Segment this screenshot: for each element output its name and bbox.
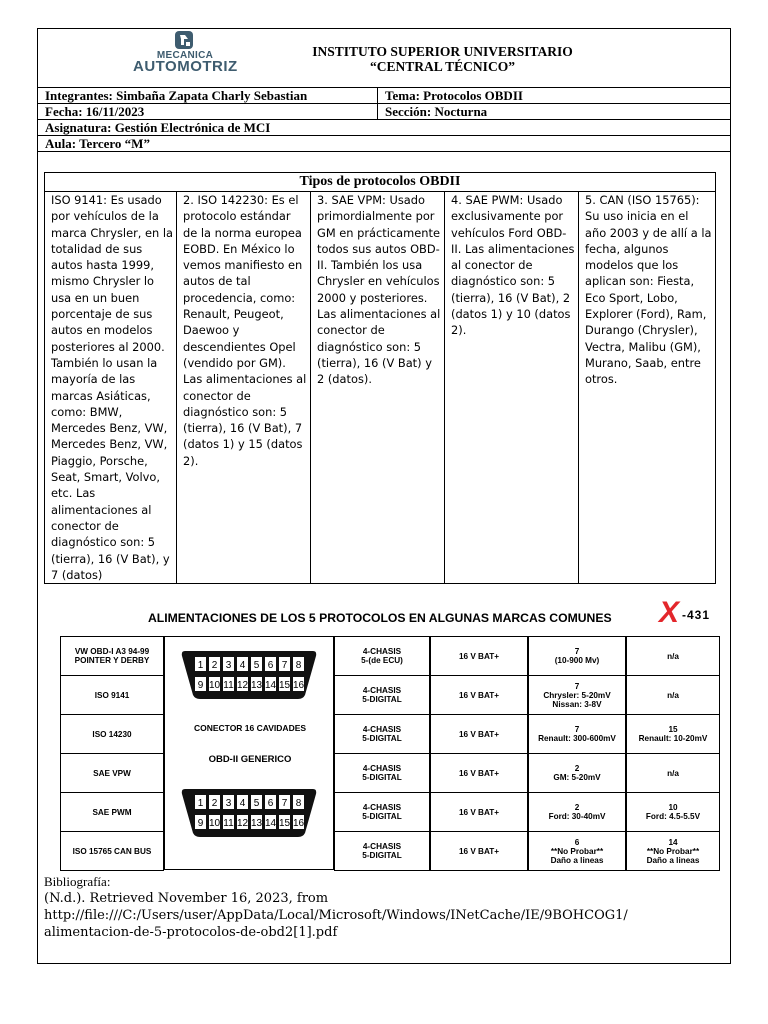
cell-line: 2 — [574, 803, 580, 812]
cell-line: 5-DIGITAL — [362, 851, 402, 860]
cell-line: SAE PWM — [92, 807, 132, 817]
logo-text-bottom: AUTOMOTRIZ — [133, 58, 238, 75]
bibliography-label: Bibliografía: — [44, 874, 111, 889]
logo-text-top: MECANICA — [156, 50, 214, 61]
cell-line: 5-DIGITAL — [362, 812, 402, 821]
connector-pin-number: 15 — [278, 680, 291, 691]
bibliography — [44, 874, 628, 941]
classroom-cell: Aula: Tercero “M” — [38, 136, 731, 152]
date-cell: Fecha: 16/11/2023 — [38, 104, 378, 120]
chassis-pin-cell — [334, 792, 430, 832]
bibliography-line-2: http://file:///C:/Users/user/AppData/Local/Microsoft/Windows/INetCache/IE/9BOHCOG1/ — [44, 908, 628, 923]
protocol-text: ISO 9141: Es usado por vehículos de la marca Chrysler, en la totalidad de sus autos hasta 1999, mismo Chrysler lo usa en un buen porcentaje de sus autos en modelos posteriores al 2000. También lo usan la mayoría de las marcas Asiáticas, como: BMW, Mercedes Benz, VW, Mercedes Benz, VW, Piaggio, Porsche, Seat, Smart, Volvo, etc. Las alimentaciones al conector de diagnóstico son: 5 (tierra), 16 (V Bat), y 7 (datos) — [51, 193, 173, 582]
connector-pin-number: 4 — [239, 660, 246, 671]
institution-logo — [133, 28, 237, 76]
obd-connector-bottom — [179, 785, 319, 839]
connector-pin-number: 14 — [264, 818, 277, 829]
cell-line: VW OBD-I A3 94-99 — [74, 647, 150, 656]
data-pin-1-cell — [528, 831, 626, 871]
cell-line: 7 — [574, 647, 580, 656]
connector-panel — [164, 636, 334, 870]
bibliography-line-1: (N.d.). Retrieved November 16, 2023, from — [44, 891, 329, 906]
cell-line: 16 V BAT+ — [458, 729, 500, 739]
connector-pin-number: 16 — [292, 680, 305, 691]
diagram-grid — [60, 636, 720, 870]
chassis-pin-cell — [334, 714, 430, 754]
connector-pin-number: 2 — [211, 660, 218, 671]
connector-pin-number: 10 — [208, 818, 221, 829]
obd-connector-top — [179, 647, 319, 701]
connector-pin-number: 8 — [295, 660, 302, 671]
cell-line: 15 — [668, 725, 678, 734]
cell-line: n/a — [667, 651, 679, 661]
battery-pin-cell — [430, 831, 528, 871]
data-pin-2-cell — [626, 831, 720, 871]
connector-pin-number: 11 — [223, 680, 234, 691]
cell-line: 5-DIGITAL — [362, 773, 402, 782]
cell-line: Nissan: 3-8V — [552, 699, 602, 709]
protocol-text: 4. SAE PWM: Usado exclusivamente por vehículos Ford OBD-II. Las alimentaciones al conector de diagnóstico son: 5 (tierra), 16 (V Bat), 2 (datos 1) y 10 (datos 2). — [451, 193, 575, 338]
connector-pin-number: 2 — [211, 798, 218, 809]
cell-line: (10-900 Mv) — [554, 656, 600, 665]
cell-line: 16 V BAT+ — [458, 807, 500, 817]
cell-line: **No Probar** — [646, 846, 700, 856]
cell-line: Daño a lineas — [646, 855, 700, 865]
cell-line: 2 — [574, 764, 580, 773]
protocols-table-title: Tipos de protocolos OBDII — [45, 173, 716, 192]
connector-pin-number: 7 — [281, 798, 288, 809]
battery-pin-cell — [430, 753, 528, 793]
cell-line: Renault: 300-600mV — [538, 734, 616, 743]
institute-name: INSTITUTO SUPERIOR UNIVERSITARIO — [312, 44, 573, 59]
cell-line: 6 — [574, 837, 580, 847]
connector-pin-number: 6 — [267, 660, 274, 671]
data-pin-2-cell — [626, 636, 720, 676]
x431-logo-number: -431 — [682, 608, 711, 622]
connector-pin-number: 1 — [197, 798, 204, 809]
chassis-pin-cell — [334, 831, 430, 871]
connector-pin-number: 6 — [267, 798, 274, 809]
connector-pin-number: 4 — [239, 798, 246, 809]
cell-line: 14 — [668, 837, 678, 847]
cell-line: n/a — [667, 690, 679, 700]
connector-pin-number: 13 — [250, 818, 263, 829]
connector-pin-number: 16 — [292, 818, 305, 829]
protocol-text: 3. SAE VPM: Usado primordialmente por GM en prácticamente todos sus autos OBD-II. También los usa Chrysler en vehículos 2000 y posteriores. Las alimentaciones al conector de diagnóstico son: 5 (tierra), 16 (V Bat) y 2 (datos). — [317, 193, 441, 387]
connector-pin-number: 10 — [208, 680, 221, 691]
data-pin-2-cell — [626, 753, 720, 793]
connector-generic-label: OBD-II GENERICO — [208, 754, 292, 765]
cell-line: 5-DIGITAL — [362, 734, 402, 743]
protocol-text: 2. ISO 142230: Es el protocolo estándar de la norma europea EOBD. En México lo vemos manifiesto en autos de tal procedencia, como: Renault, Peugeot, Daewoo y descendientes Opel (vendido por GM). Las alimentaciones al conector de diagnóstico son: 5 (tierra), 16 (V Bat), 7 (datos 1) y 15 (datos 2). — [183, 193, 307, 468]
connector-pin-number: 3 — [225, 660, 232, 671]
bibliography-line-3: alimentacion-de-5-protocolos-de-obd2[1].pdf — [44, 925, 338, 940]
cell-line: 16 V BAT+ — [458, 768, 500, 778]
connector-pin-number: 9 — [197, 680, 204, 691]
data-pin-1-cell — [528, 792, 626, 832]
protocol-name-cell — [60, 753, 164, 793]
protocol-text: 5. CAN (ISO 15765): Su uso inicia en el año 2003 y de allí a la fecha, algunos modelos que los aplican son: Fiesta, Eco Sport, Lobo, Explorer (Ford), Ram, Durango (Chrysler), Vectra, Malibu (GM), Murano, Saab, entre otros. — [585, 193, 712, 387]
wrench-logo-icon — [173, 30, 195, 50]
data-pin-1-cell — [528, 714, 626, 754]
cell-line: **No Probar** — [550, 846, 604, 856]
obd-power-diagram — [58, 598, 720, 870]
topic-cell: Tema: Protocolos OBDII — [378, 88, 731, 104]
protocol-name-cell — [60, 675, 164, 715]
students-cell: Integrantes: Simbaña Zapata Charly Sebastian — [38, 88, 378, 104]
connector-pin-number: 5 — [253, 660, 260, 671]
connector-pin-number: 3 — [225, 798, 232, 809]
cell-line: Chrysler: 5-20mV — [543, 690, 611, 700]
battery-pin-cell — [430, 675, 528, 715]
connector-pin-number: 12 — [236, 680, 249, 691]
x431-logo-x: X — [659, 596, 680, 629]
cell-line: POINTER Y DERBY — [74, 656, 150, 665]
cell-line: 4-CHASIS — [362, 686, 402, 695]
cell-line: 16 V BAT+ — [458, 690, 500, 700]
institute-subname: “CENTRAL TÉCNICO” — [370, 59, 515, 74]
protocol-name-cell — [60, 831, 164, 871]
battery-pin-cell — [430, 714, 528, 754]
cell-line: GM: 5-20mV — [553, 773, 601, 782]
connector-pin-number: 1 — [197, 660, 204, 671]
cell-line: Daño a lineas — [550, 855, 604, 865]
cell-line: 5-(de ECU) — [361, 656, 403, 665]
cell-line: 4-CHASIS — [362, 647, 402, 656]
cell-line: Ford: 30-40mV — [548, 812, 606, 821]
data-pin-2-cell — [626, 714, 720, 754]
cell-line: Ford: 4.5-5.5V — [645, 812, 701, 821]
data-pin-1-cell — [528, 636, 626, 676]
connector-pin-number: 5 — [253, 798, 260, 809]
cell-line: 4-CHASIS — [362, 803, 402, 812]
chassis-pin-cell — [334, 675, 430, 715]
protocol-column-iso14230 — [177, 192, 311, 584]
connector-pin-number: 8 — [295, 798, 302, 809]
battery-pin-cell — [430, 636, 528, 676]
connector-pin-number: 12 — [236, 818, 249, 829]
data-pin-2-cell — [626, 675, 720, 715]
protocol-column-sae-pwm — [445, 192, 579, 584]
connector-label: CONECTOR 16 CAVIDADES — [193, 723, 307, 733]
cell-line: 10 — [668, 803, 678, 812]
data-pin-1-cell — [528, 675, 626, 715]
institute-title — [250, 44, 635, 74]
student-info-table — [37, 87, 731, 152]
protocol-column-sae-vpm — [311, 192, 445, 584]
protocol-name-cell — [60, 714, 164, 754]
cell-line: 4-CHASIS — [362, 764, 402, 773]
cell-line: 16 V BAT+ — [458, 846, 500, 856]
cell-line: ISO 14230 — [92, 729, 132, 739]
protocol-name-cell — [60, 792, 164, 832]
protocol-column-can — [579, 192, 716, 584]
connector-pin-number: 14 — [264, 680, 277, 691]
cell-line: 7 — [574, 725, 580, 734]
cell-line: 16 V BAT+ — [458, 651, 500, 661]
diagram-title: ALIMENTACIONES DE LOS 5 PROTOCOLOS EN ALGUNAS MARCAS COMUNES — [148, 611, 612, 625]
connector-pin-number: 15 — [278, 818, 291, 829]
cell-line: ISO 9141 — [94, 690, 130, 700]
chassis-pin-cell — [334, 636, 430, 676]
cell-line: n/a — [667, 768, 679, 778]
chassis-pin-cell — [334, 753, 430, 793]
cell-line: ISO 15765 CAN BUS — [72, 846, 152, 856]
protocol-name-cell — [60, 636, 164, 676]
cell-line: SAE VPW — [93, 768, 131, 778]
cell-line: Renault: 10-20mV — [638, 734, 708, 743]
data-pin-1-cell — [528, 753, 626, 793]
connector-pin-number: 7 — [281, 660, 288, 671]
subject-cell: Asignatura: Gestión Electrónica de MCI — [38, 120, 731, 136]
cell-line: 4-CHASIS — [362, 842, 402, 851]
cell-line: 4-CHASIS — [362, 725, 402, 734]
protocol-column-iso9141 — [45, 192, 177, 584]
cell-line: 7 — [574, 681, 580, 691]
connector-pin-number: 13 — [250, 680, 263, 691]
protocols-table — [44, 172, 716, 584]
section-cell: Sección: Nocturna — [378, 104, 731, 120]
cell-line: 5-DIGITAL — [362, 695, 402, 704]
battery-pin-cell — [430, 792, 528, 832]
x431-logo — [656, 598, 718, 634]
data-pin-2-cell — [626, 792, 720, 832]
connector-pin-number: 9 — [197, 818, 204, 829]
connector-pin-number: 11 — [223, 818, 234, 829]
